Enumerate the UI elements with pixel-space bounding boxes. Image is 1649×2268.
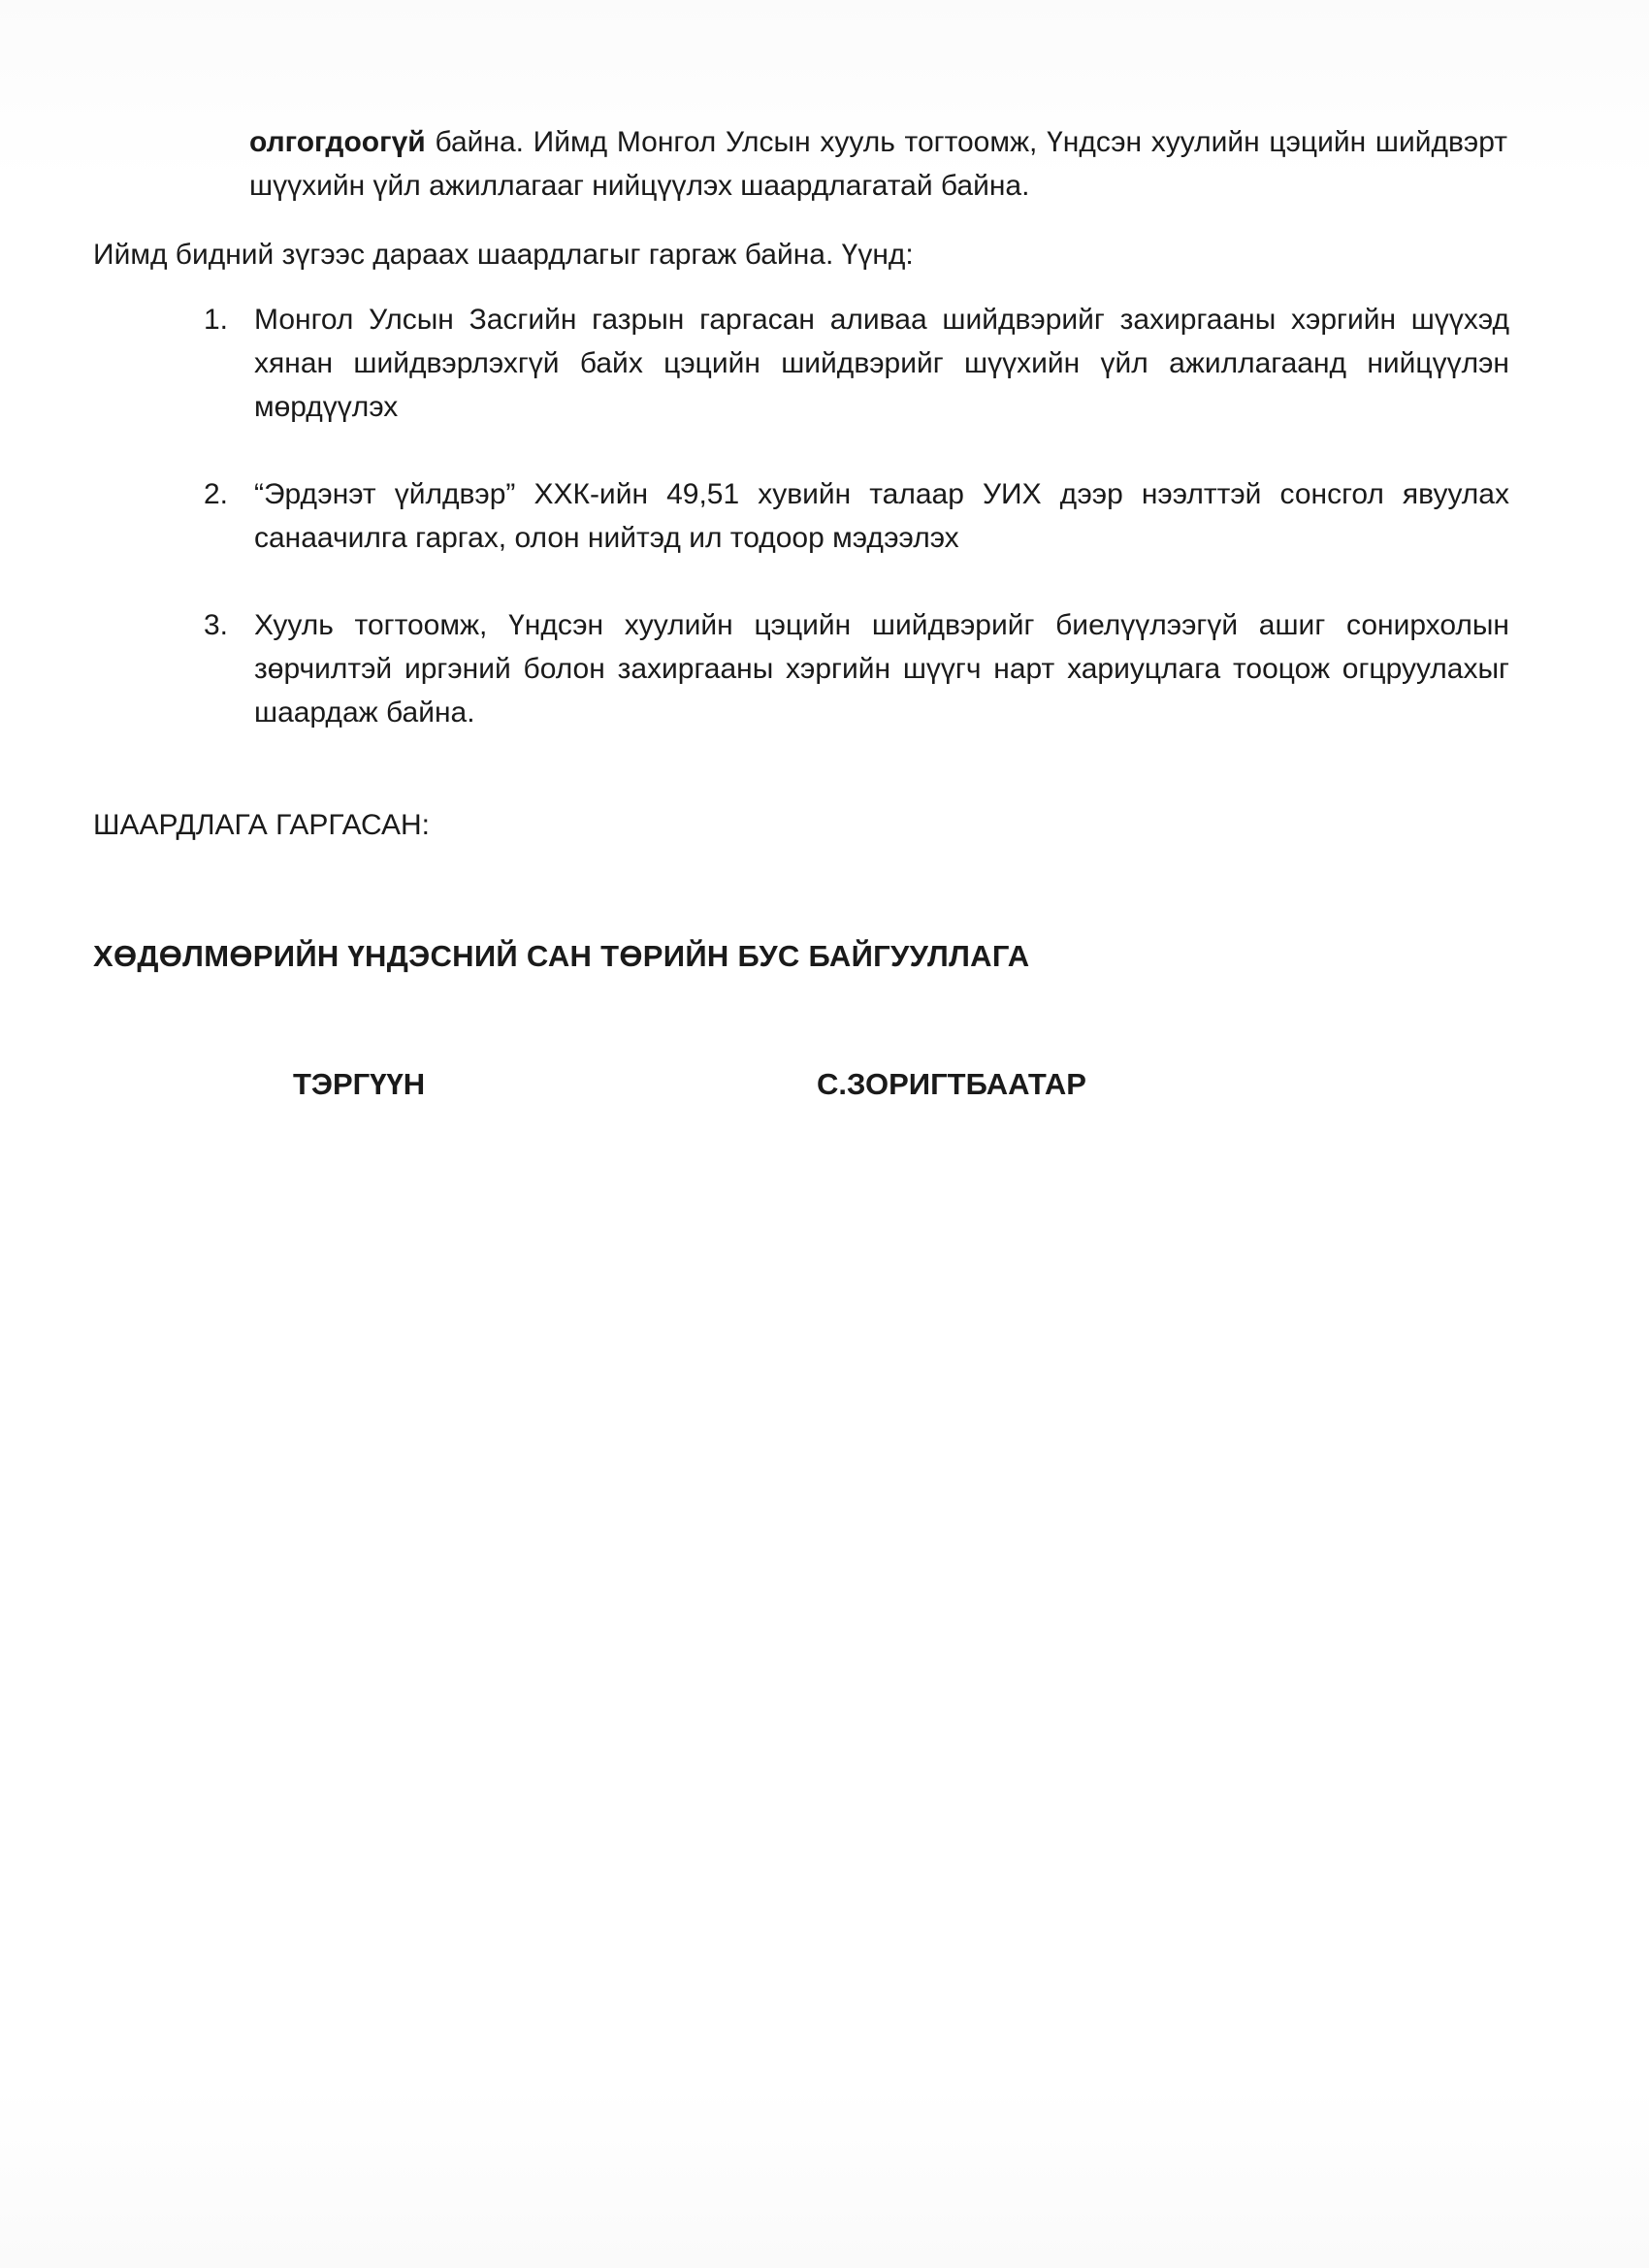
- signatory-title: ТЭРГҮҮН: [293, 1067, 426, 1101]
- demand-number: 2.: [204, 478, 229, 510]
- demand-item: [194, 603, 1509, 734]
- intro-text: байна. Иймд Монгол Улсын хууль тогтоомж, Үндсэн хуулийн цэцийн шийдвэрт шүүхийн үйл ажиллагааг нийцүүлэх шаардлагатай байна.: [249, 126, 1507, 202]
- organization-name: ХӨДӨЛМӨРИЙН ҮНДЭСНИЙ САН ТӨРИЙН БУС БАЙГУУЛЛАГА: [93, 939, 1030, 973]
- demand-text: Монгол Улсын Засгийн газрын гаргасан аливаа шийдвэрийг захиргааны хэргийн шүүхэд хянан шийдвэрлэхгүй байх цэцийн шийдвэрийг шүүхийн үйл ажиллагаанд нийцүүлэн мөрдүүлэх: [254, 304, 1509, 423]
- demand-item: [194, 472, 1509, 560]
- signatory-name: С.ЗОРИГТБААТАР: [817, 1067, 1086, 1101]
- demand-number: 1.: [204, 304, 229, 336]
- demand-text: Хууль тогтоомж, Үндсэн хуулийн цэцийн шийдвэрийг биелүүлээгүй ашиг сонирхолын зөрчилтэй иргэний болон захиргааны хэргийн шүүгч нарт хариуцлага тооцож огцруулахыг шаардаж байна.: [254, 609, 1509, 729]
- demands-lead-line: Иймд бидний зүгээс дараах шаардлагыг гаргаж байна. Үүнд:: [93, 239, 914, 271]
- intro-bold-word: олгогдоогүй: [249, 126, 426, 158]
- requester-label: ШААРДЛАГА ГАРГАСАН:: [93, 809, 430, 841]
- demand-number: 3.: [204, 609, 229, 641]
- demand-item: [194, 298, 1509, 429]
- intro-paragraph: [249, 120, 1507, 208]
- demand-text: “Эрдэнэт үйлдвэр” ХХК-ийн 49,51 хувийн талаар УИХ дээр нээлттэй сонсгол явуулах санаачилга гаргах, олон нийтэд ил тодоор мэдээлэх: [254, 478, 1509, 554]
- demands-list: [194, 298, 1509, 778]
